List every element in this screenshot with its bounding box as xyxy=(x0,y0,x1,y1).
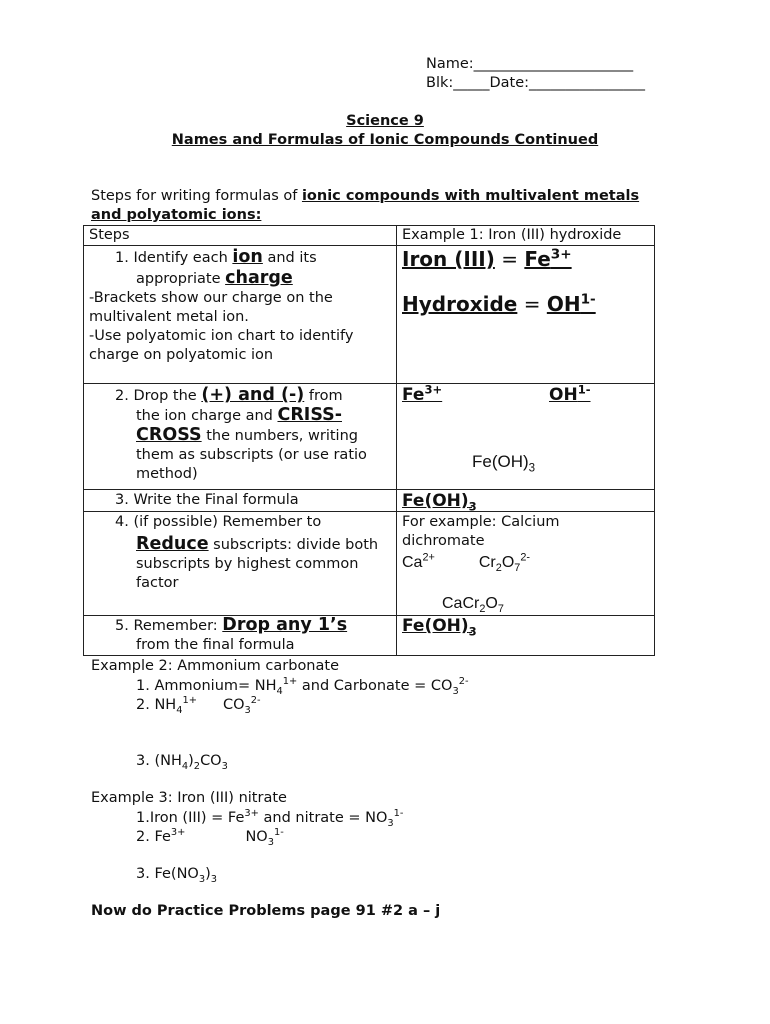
final-formula: $Fe(OH)_3$ xyxy=(402,491,477,514)
step-2-line-2: the ion charge and CRISS- xyxy=(136,405,342,425)
step-4-line-3: subscripts by highest common xyxy=(136,556,359,572)
intro-line-1: Steps for writing formulas of ionic compounds with multivalent metals xyxy=(91,188,640,204)
step-1-note-4: charge on polyatomic ion xyxy=(89,347,274,363)
example-2-step-1: 1. Ammonium= $NH_4^{1+}$ and Carbonate = $CO_3^{2-}$ xyxy=(136,676,469,697)
step-5-line-1: 5. Remember: Drop any 1’s xyxy=(115,615,348,635)
example-4-cell xyxy=(397,512,655,616)
criss-cross-result: $Fe(OH)_3$ xyxy=(472,452,536,475)
block-date-field-label: Blk:_____Date:________________ xyxy=(426,75,646,91)
course-title: Science 9 xyxy=(346,113,424,129)
table-row-step-1 xyxy=(84,246,655,384)
example-5-cell xyxy=(397,616,655,656)
oh-ion: $OH^{1-}$ xyxy=(549,382,591,405)
steps-table xyxy=(83,225,655,656)
step-2-line-5: method) xyxy=(136,466,198,482)
name-field-label: Name:______________________ xyxy=(426,56,634,72)
step-2-line-1: 2. Drop the (+) and (-) from xyxy=(115,385,343,405)
step-5-line-2: from the final formula xyxy=(136,637,295,653)
example-2-step-2: 2. $NH_4^{1+}$ $CO_3^{2-}$ xyxy=(136,695,261,716)
step-1-text: 1. Identify each ion and its xyxy=(115,247,317,267)
step-2-cell xyxy=(84,384,397,490)
step-1-cell xyxy=(84,246,397,384)
step-2-line-3: CROSS the numbers, writing xyxy=(136,425,358,445)
fe-ion: $Fe^{3+}$ xyxy=(402,382,443,405)
step-2-line-4: them as subscripts (or use ratio xyxy=(136,447,367,463)
col-header-steps: Steps xyxy=(84,226,397,246)
drop-ones-formula: $Fe(OH)_3$ xyxy=(402,616,477,639)
hydroxide-equation: Hydroxide = $OH^{1-}$ xyxy=(402,291,596,316)
table-row-step-3 xyxy=(84,490,655,512)
example-3-step-2: 2. $Fe^{3+}$ $NO_3^{1-}$ xyxy=(136,827,284,848)
example-2-title: Example 2: Ammonium carbonate xyxy=(91,658,339,674)
step-1-note-3: -Use polyatomic ion chart to identify xyxy=(89,328,354,344)
example-4-line-2: dichromate xyxy=(402,533,485,549)
table-row-step-4 xyxy=(84,512,655,616)
step-4-line-2: Reduce subscripts: divide both xyxy=(136,534,379,554)
iron-iii-equation: Iron $(III) = Fe^{3+}$ xyxy=(402,246,572,271)
step-3-cell xyxy=(84,490,397,512)
step-3-text: 3. Write the Final formula xyxy=(115,492,299,508)
step-1-note-1: -Brackets show our charge on the xyxy=(89,290,333,306)
table-row-step-2 xyxy=(84,384,655,490)
example-3-title: Example 3: Iron (III) nitrate xyxy=(91,790,287,806)
intro-emphasis: ionic compounds with multivalent metals xyxy=(301,188,640,204)
step-1-text-2: appropriate charge xyxy=(136,268,293,288)
example-3-step-3: 3. $Fe(NO_3)_3$ xyxy=(136,866,218,885)
step-5-cell xyxy=(84,616,397,656)
page-title: Names and Formulas of Ionic Compounds Continued xyxy=(171,132,599,148)
step-4-line-4: factor xyxy=(136,575,179,591)
col-header-example: Example 1: Iron (III) hydroxide xyxy=(397,226,655,246)
intro-line-2: and polyatomic ions: xyxy=(91,207,262,223)
example-2-step-3: 3. $(NH_4)_2CO_3$ xyxy=(136,753,228,772)
calcium-dichromate-formula: $CaCr_2O_7$ xyxy=(442,595,504,616)
example-3-step-1: 1.Iron $(III) = Fe^{3+}$ and nitrate = $NO_3^{1-}$ xyxy=(136,808,404,829)
table-header-row xyxy=(84,226,655,246)
calcium-dichromate-ions: $Ca^{2+}$ $Cr_2O_7^{2-}$ xyxy=(402,551,530,575)
step-4-cell xyxy=(84,512,397,616)
table-row-step-5 xyxy=(84,616,655,656)
example-1-cell xyxy=(397,246,655,384)
example-4-line-1: For example: Calcium xyxy=(402,514,560,530)
step-1-note-2: multivalent metal ion. xyxy=(89,309,249,325)
example-3-cell xyxy=(397,490,655,512)
practice-problems-instruction: Now do Practice Problems page 91 #2 a – j xyxy=(91,903,441,919)
step-4-line-1: 4. (if possible) Remember to xyxy=(115,514,322,530)
example-2-cell xyxy=(397,384,655,490)
